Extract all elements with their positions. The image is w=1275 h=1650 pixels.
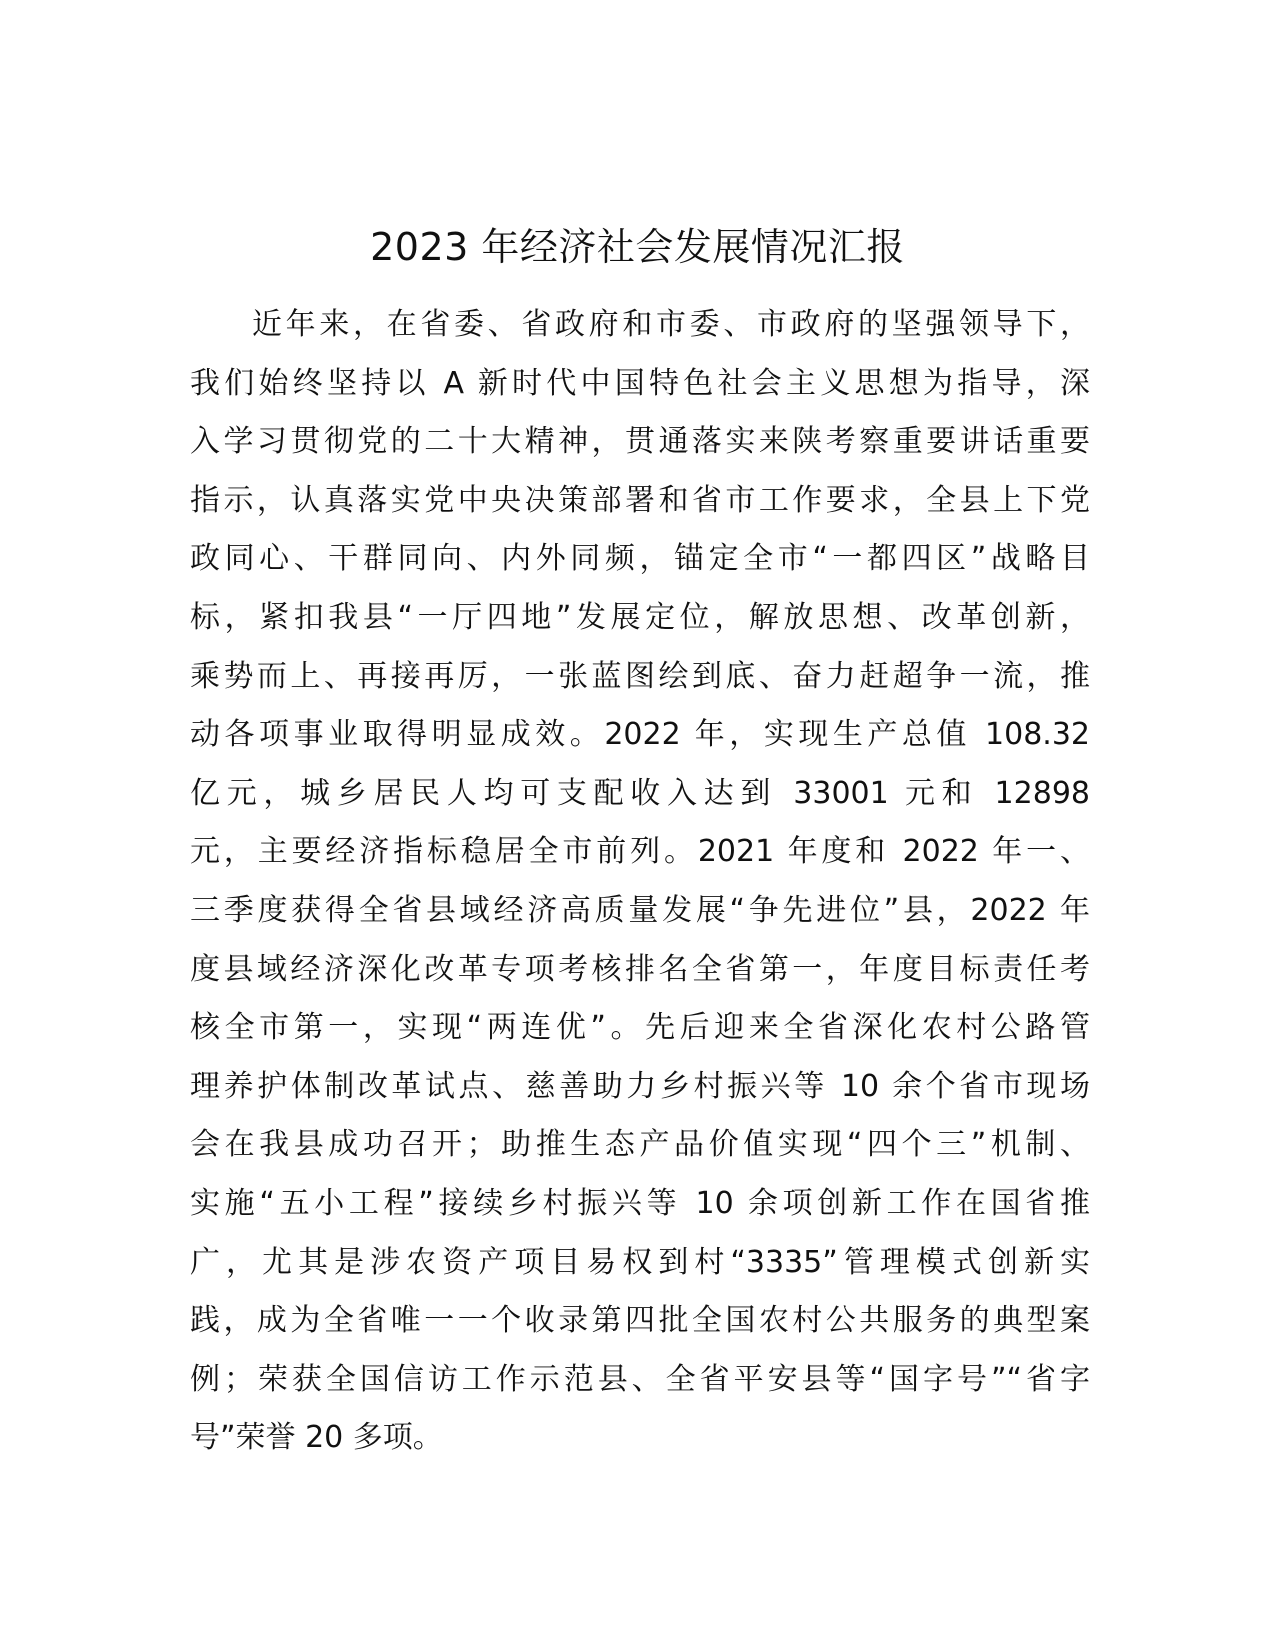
document-title: 2023 年经济社会发展情况汇报 (370, 225, 905, 269)
paragraph-line: 我们始终坚持以 A 新时代中国特色社会主义思想为指导，深 (190, 365, 1090, 401)
paragraph-line: 入学习贯彻党的二十大精神，贯通落实来陕考察重要讲话重要 (190, 424, 1090, 460)
paragraph-line: 会在我县成功召开；助推生态产品价值实现“四个三”机制、 (190, 1127, 1090, 1163)
paragraph-line: 践，成为全省唯一一个收录第四批全国农村公共服务的典型案 (190, 1303, 1090, 1339)
paragraph-line: 实施“五小工程”接续乡村振兴等 10 余项创新工作在国省推 (190, 1185, 1090, 1221)
paragraph-line: 标，紧扣我县“一厅四地”发展定位，解放思想、改革创新， (190, 599, 1090, 635)
paragraph-line: 指示，认真落实党中央决策部署和省市工作要求，全县上下党 (190, 482, 1090, 518)
paragraph-line: 亿元，城乡居民人均可支配收入达到 33001 元和 12898 (190, 775, 1090, 811)
paragraph-line: 核全市第一，实现“两连优”。先后迎来全省深化农村公路管 (190, 1010, 1090, 1046)
paragraph-line: 理养护体制改革试点、慈善助力乡村振兴等 10 余个省市现场 (190, 1068, 1090, 1104)
paragraph-line: 动各项事业取得明显成效。2022 年，实现生产总值 108.32 (190, 717, 1090, 753)
paragraph-line: 度县域经济深化改革专项考核排名全省第一，年度目标责任考 (190, 951, 1090, 987)
paragraph-line: 三季度获得全省县域经济高质量发展“争先进位”县，2022 年 (190, 892, 1090, 928)
paragraph-line: 号”荣誉 20 多项。 (190, 1420, 443, 1456)
paragraph-line: 例；荣获全国信访工作示范县、全省平安县等“国字号”“省字 (190, 1361, 1090, 1397)
paragraph-line: 乘势而上、再接再厉，一张蓝图绘到底、奋力赶超争一流，推 (190, 658, 1090, 694)
paragraph-line: 政同心、干群同向、内外同频，锚定全市“一都四区”战略目 (190, 541, 1090, 577)
paragraph-line: 广，尤其是涉农资产项目易权到村“3335”管理模式创新实 (190, 1244, 1090, 1280)
paragraph-line: 元，主要经济指标稳居全市前列。2021 年度和 2022 年一、 (190, 834, 1090, 870)
document-body (190, 296, 1090, 1468)
paragraph-line: 近年来，在省委、省政府和市委、市政府的坚强领导下， (252, 307, 1090, 342)
